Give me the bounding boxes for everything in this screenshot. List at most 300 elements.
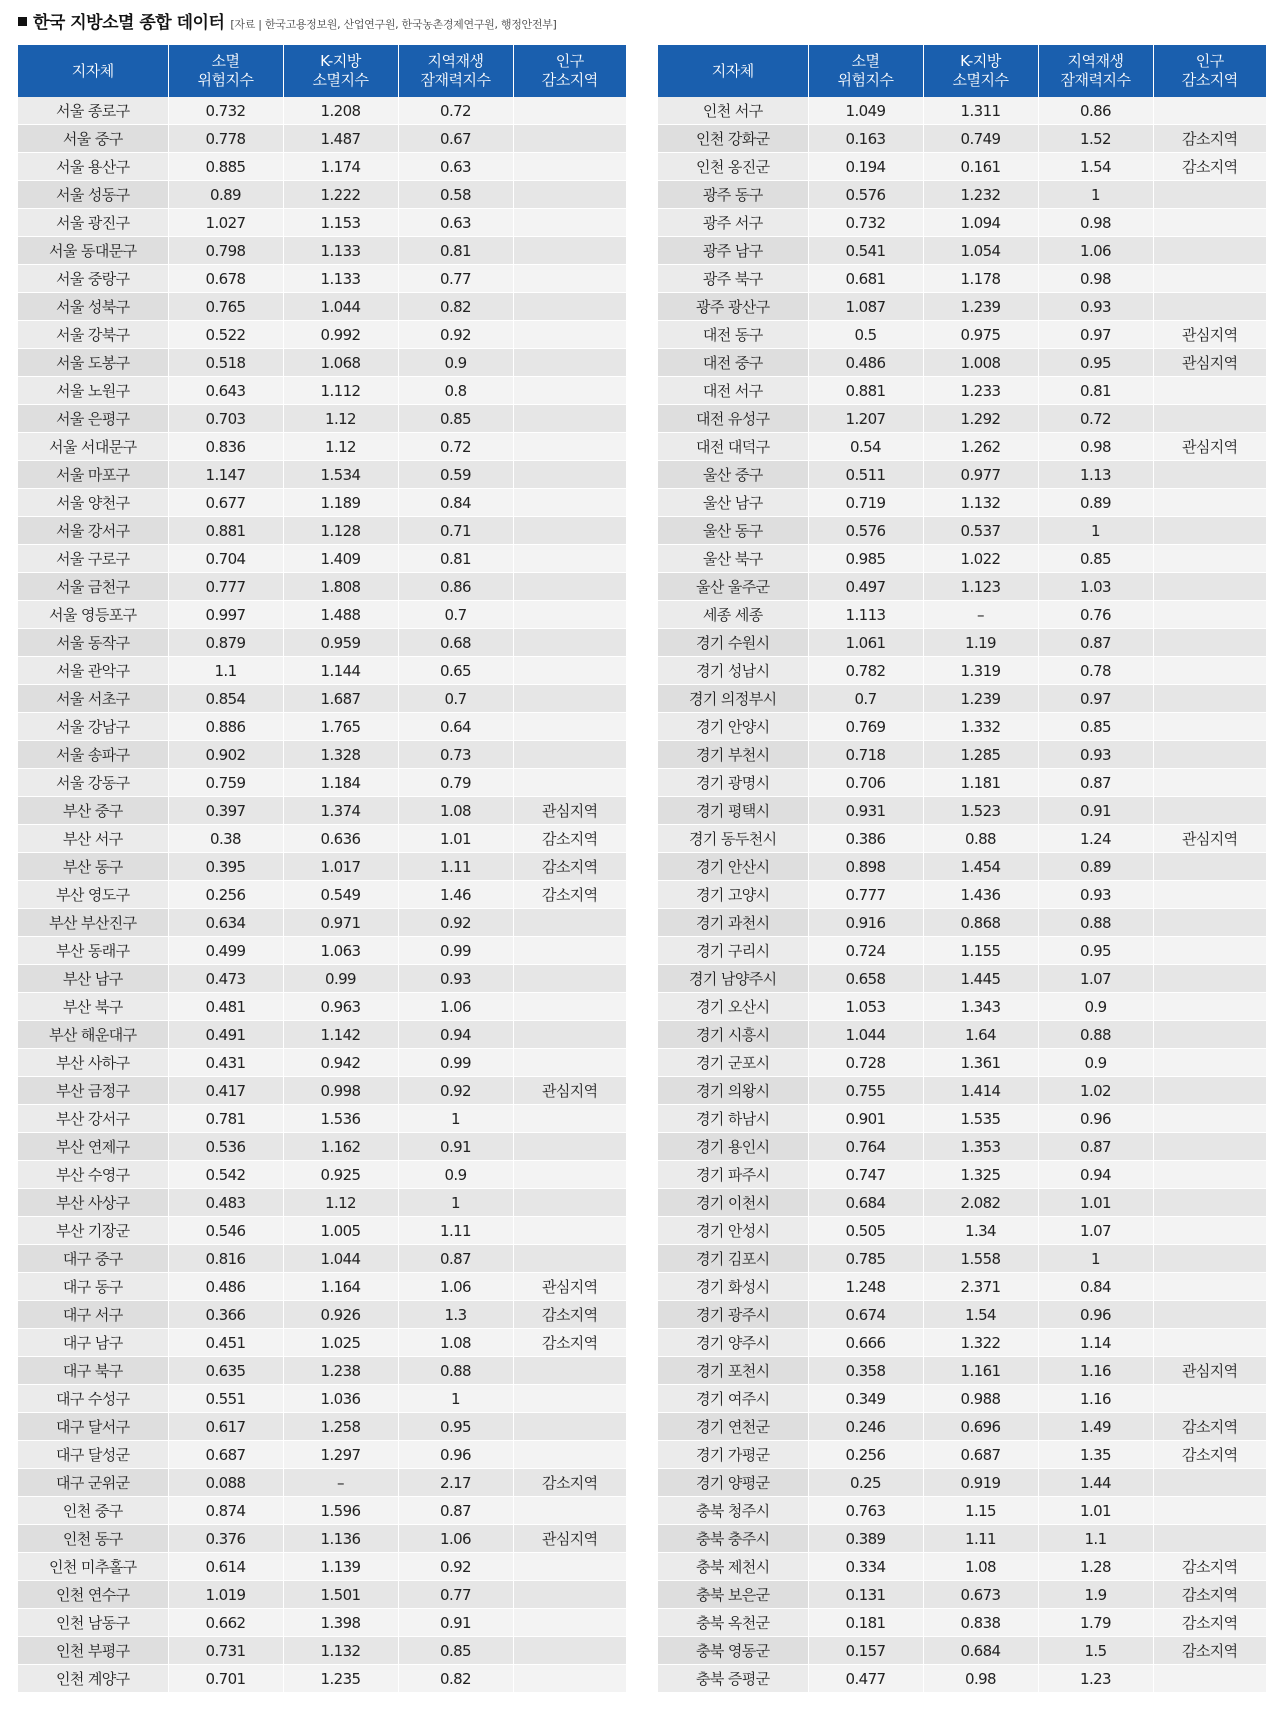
regeneration-cell: 0.91 [1038,797,1153,825]
region-name-cell: 부산 연제구 [18,1133,168,1161]
region-name-cell: 부산 남구 [18,965,168,993]
regeneration-cell: 0.76 [1038,601,1153,629]
population-decline-cell [1153,797,1266,825]
population-decline-cell [513,601,626,629]
population-decline-cell [1153,1133,1266,1161]
population-decline-cell [513,909,626,937]
regeneration-cell: 0.86 [1038,97,1153,125]
k-extinction-cell: 0.942 [283,1049,398,1077]
k-extinction-cell: 1.292 [923,405,1038,433]
table-row [658,797,1266,825]
extinction-risk-cell: 0.658 [808,965,923,993]
k-extinction-cell: 1.005 [283,1217,398,1245]
regeneration-cell: 1.24 [1038,825,1153,853]
regeneration-cell: 0.88 [398,1357,513,1385]
k-extinction-cell: 0.687 [923,1441,1038,1469]
population-decline-cell [513,461,626,489]
regeneration-cell: 1.01 [398,825,513,853]
column-header-extinction-risk: 소멸 위험지수 [168,45,283,97]
table-body-left [18,97,626,1693]
regeneration-cell: 0.88 [1038,909,1153,937]
extinction-risk-cell: 0.386 [808,825,923,853]
region-name-cell: 경기 과천시 [658,909,808,937]
table-row [658,1665,1266,1693]
extinction-risk-cell: 0.885 [168,153,283,181]
region-name-cell: 대전 중구 [658,349,808,377]
table-row [658,1189,1266,1217]
regeneration-cell: 1.44 [1038,1469,1153,1497]
table-row [18,181,626,209]
regeneration-cell: 1.03 [1038,573,1153,601]
table-header-row [658,45,1266,97]
table-row [18,1245,626,1273]
table-row [18,1469,626,1497]
table-row [18,97,626,125]
population-decline-cell: 관심지역 [1153,1357,1266,1385]
population-decline-cell [1153,909,1266,937]
table-row [18,1049,626,1077]
region-name-cell: 서울 강동구 [18,769,168,797]
population-decline-cell [513,1133,626,1161]
region-name-cell: 경기 연천군 [658,1413,808,1441]
extinction-risk-cell: 0.782 [808,657,923,685]
regeneration-cell: 1.08 [398,797,513,825]
k-extinction-cell: 0.998 [283,1077,398,1105]
population-decline-cell [513,993,626,1021]
extinction-risk-cell: 0.366 [168,1301,283,1329]
k-extinction-cell: 1.311 [923,97,1038,125]
k-extinction-cell: 0.975 [923,321,1038,349]
region-name-cell: 대전 동구 [658,321,808,349]
regeneration-cell: 0.87 [1038,629,1153,657]
population-decline-cell [1153,657,1266,685]
region-name-cell: 경기 오산시 [658,993,808,1021]
regeneration-cell: 0.85 [398,1637,513,1665]
k-extinction-cell: 1.189 [283,489,398,517]
extinction-risk-cell: 0.546 [168,1217,283,1245]
region-name-cell: 대구 중구 [18,1245,168,1273]
region-name-cell: 울산 남구 [658,489,808,517]
table-row [658,1581,1266,1609]
regeneration-cell: 0.59 [398,461,513,489]
table-row [658,461,1266,489]
k-extinction-cell: 1.328 [283,741,398,769]
regeneration-cell: 0.87 [1038,1133,1153,1161]
region-name-cell: 서울 중구 [18,125,168,153]
region-name-cell: 경기 부천시 [658,741,808,769]
table-row [18,433,626,461]
table-row [18,1329,626,1357]
region-name-cell: 부산 수영구 [18,1161,168,1189]
region-name-cell: 울산 울주군 [658,573,808,601]
column-header-extinction-risk: 소멸 위험지수 [808,45,923,97]
regeneration-cell: 1.54 [1038,153,1153,181]
extinction-risk-cell: 0.499 [168,937,283,965]
source-note: [자료 | 한국고용정보원, 산업연구원, 한국농촌경제연구원, 행정안전부] [230,18,557,31]
population-decline-cell [513,209,626,237]
region-name-cell: 경기 하남시 [658,1105,808,1133]
region-name-cell: 경기 화성시 [658,1273,808,1301]
region-name-cell: 인천 미추홀구 [18,1553,168,1581]
regeneration-cell: 0.81 [398,237,513,265]
k-extinction-cell: 1.133 [283,265,398,293]
regeneration-cell: 0.92 [398,321,513,349]
table-row [658,209,1266,237]
extinction-risk-cell: 0.777 [168,573,283,601]
regeneration-cell: 1.01 [1038,1189,1153,1217]
extinction-risk-cell: 1.207 [808,405,923,433]
extinction-risk-cell: 0.881 [808,377,923,405]
table-row [18,1385,626,1413]
region-name-cell: 대구 동구 [18,1273,168,1301]
region-name-cell: 대전 유성구 [658,405,808,433]
regeneration-cell: 1 [1038,517,1153,545]
k-extinction-cell: 1.535 [923,1105,1038,1133]
table-row [658,237,1266,265]
k-extinction-cell: 1.222 [283,181,398,209]
table-row [18,265,626,293]
region-name-cell: 울산 동구 [658,517,808,545]
region-name-cell: 서울 금천구 [18,573,168,601]
column-header-population-decline: 인구 감소지역 [1153,45,1266,97]
extinction-risk-cell: 0.5 [808,321,923,349]
k-extinction-cell: 1.454 [923,853,1038,881]
regeneration-cell: 0.72 [398,433,513,461]
table-row [658,1273,1266,1301]
regeneration-cell: 1 [1038,1245,1153,1273]
region-name-cell: 광주 남구 [658,237,808,265]
region-name-cell: 인천 서구 [658,97,808,125]
regeneration-cell: 1.28 [1038,1553,1153,1581]
region-name-cell: 인천 계양구 [18,1665,168,1693]
extinction-risk-cell: 0.131 [808,1581,923,1609]
region-name-cell: 경기 김포시 [658,1245,808,1273]
regeneration-cell: 0.78 [1038,657,1153,685]
regeneration-cell: 0.72 [1038,405,1153,433]
population-decline-cell [1153,517,1266,545]
regeneration-cell: 0.9 [398,349,513,377]
k-extinction-cell: 0.684 [923,1637,1038,1665]
table-row [18,321,626,349]
region-name-cell: 경기 남양주시 [658,965,808,993]
k-extinction-cell: 0.971 [283,909,398,937]
extinction-risk-cell: 0.477 [808,1665,923,1693]
region-name-cell: 서울 용산구 [18,153,168,181]
regeneration-cell: 0.98 [1038,433,1153,461]
population-decline-cell [513,1441,626,1469]
region-name-cell: 부산 북구 [18,993,168,1021]
region-name-cell: 서울 도봉구 [18,349,168,377]
table-row [658,433,1266,461]
extinction-risk-cell: 0.985 [808,545,923,573]
population-decline-cell [513,489,626,517]
regeneration-cell: 0.93 [1038,741,1153,769]
region-name-cell: 경기 평택시 [658,797,808,825]
k-extinction-cell: 1.017 [283,853,398,881]
region-name-cell: 경기 양평군 [658,1469,808,1497]
region-name-cell: 충북 옥천군 [658,1609,808,1637]
region-name-cell: 서울 노원구 [18,377,168,405]
extinction-risk-cell: 0.662 [168,1609,283,1637]
extinction-risk-cell: 0.747 [808,1161,923,1189]
column-header-region: 지자체 [18,45,168,97]
k-extinction-cell: 1.133 [283,237,398,265]
regeneration-cell: 0.96 [1038,1301,1153,1329]
regeneration-cell: 0.9 [1038,1049,1153,1077]
region-name-cell: 경기 광명시 [658,769,808,797]
population-decline-cell [1153,181,1266,209]
population-decline-cell [1153,1329,1266,1357]
k-extinction-cell: 1.08 [923,1553,1038,1581]
region-name-cell: 인천 강화군 [658,125,808,153]
regeneration-cell: 0.89 [1038,489,1153,517]
population-decline-cell: 감소지역 [513,853,626,881]
table-row [658,1385,1266,1413]
extinction-risk-cell: 1.1 [168,657,283,685]
regeneration-cell: 1.79 [1038,1609,1153,1637]
table-row [658,1133,1266,1161]
regeneration-cell: 0.63 [398,153,513,181]
population-decline-cell [513,937,626,965]
table-row [658,489,1266,517]
regeneration-cell: 0.91 [398,1609,513,1637]
extinction-risk-cell: 0.703 [168,405,283,433]
k-extinction-cell: 0.88 [923,825,1038,853]
table-row [658,937,1266,965]
extinction-risk-cell: 0.486 [168,1273,283,1301]
table-row [658,965,1266,993]
regeneration-cell: 0.9 [398,1161,513,1189]
k-extinction-cell: 1.374 [283,797,398,825]
regeneration-cell: 0.81 [1038,377,1153,405]
table-row [658,321,1266,349]
k-extinction-cell: 1.285 [923,741,1038,769]
k-extinction-cell: 1.044 [283,293,398,321]
population-decline-cell: 감소지역 [513,1301,626,1329]
table-row [18,545,626,573]
region-name-cell: 서울 종로구 [18,97,168,125]
regeneration-cell: 0.65 [398,657,513,685]
k-extinction-cell: 0.537 [923,517,1038,545]
k-extinction-cell: 0.977 [923,461,1038,489]
region-name-cell: 대구 북구 [18,1357,168,1385]
regeneration-cell: 0.7 [398,685,513,713]
population-decline-cell [1153,1245,1266,1273]
population-decline-cell [1153,489,1266,517]
extinction-risk-cell: 0.674 [808,1301,923,1329]
extinction-risk-cell: 0.678 [168,265,283,293]
table-row [18,853,626,881]
table-row [18,1273,626,1301]
population-decline-cell: 감소지역 [513,881,626,909]
region-name-cell: 경기 양주시 [658,1329,808,1357]
k-extinction-cell: 2.082 [923,1189,1038,1217]
population-decline-cell [1153,965,1266,993]
regeneration-cell: 0.97 [1038,685,1153,713]
extinction-risk-cell: 0.997 [168,601,283,629]
k-extinction-cell: 0.161 [923,153,1038,181]
k-extinction-cell: 1.12 [283,1189,398,1217]
population-decline-cell [513,545,626,573]
population-decline-cell [1153,713,1266,741]
k-extinction-cell: 0.959 [283,629,398,657]
region-name-cell: 광주 광산구 [658,293,808,321]
k-extinction-cell: 1.353 [923,1133,1038,1161]
extinction-risk-cell: 0.25 [808,1469,923,1497]
population-decline-cell [1153,377,1266,405]
regeneration-cell: 0.79 [398,769,513,797]
table-row [18,1077,626,1105]
k-extinction-cell: 0.988 [923,1385,1038,1413]
table-row [18,937,626,965]
population-decline-cell [1153,881,1266,909]
k-extinction-cell: 1.239 [923,293,1038,321]
population-decline-cell [513,1637,626,1665]
table-row [658,265,1266,293]
region-name-cell: 경기 의정부시 [658,685,808,713]
region-name-cell: 충북 보은군 [658,1581,808,1609]
table-row [18,1413,626,1441]
k-extinction-cell: 1.123 [923,573,1038,601]
regeneration-cell: 1.16 [1038,1357,1153,1385]
population-decline-cell [513,181,626,209]
population-decline-cell: 관심지역 [513,1273,626,1301]
extinction-risk-cell: 0.902 [168,741,283,769]
extinction-risk-cell: 0.677 [168,489,283,517]
region-name-cell: 서울 서초구 [18,685,168,713]
extinction-risk-cell: 0.511 [808,461,923,489]
extinction-risk-cell: 1.113 [808,601,923,629]
table-row [658,405,1266,433]
extinction-risk-cell: 0.704 [168,545,283,573]
extinction-risk-cell: 0.38 [168,825,283,853]
regeneration-cell: 1.14 [1038,1329,1153,1357]
population-decline-cell [1153,1469,1266,1497]
population-decline-cell [513,1385,626,1413]
extinction-risk-cell: 0.769 [808,713,923,741]
regeneration-cell: 1.1 [1038,1525,1153,1553]
table-row [658,293,1266,321]
regeneration-cell: 1.07 [1038,1217,1153,1245]
k-extinction-cell: 1.501 [283,1581,398,1609]
column-header-population-decline: 인구 감소지역 [513,45,626,97]
extinction-risk-cell: 0.395 [168,853,283,881]
region-name-cell: 경기 동두천시 [658,825,808,853]
table-row [658,1245,1266,1273]
population-decline-cell [513,1413,626,1441]
regeneration-cell: 0.87 [398,1497,513,1525]
region-name-cell: 부산 금정구 [18,1077,168,1105]
population-decline-cell [1153,1301,1266,1329]
regeneration-cell: 0.98 [1038,209,1153,237]
table-row [658,993,1266,1021]
k-extinction-cell: 1.008 [923,349,1038,377]
table-row [658,517,1266,545]
regeneration-cell: 0.82 [398,293,513,321]
extinction-risk-cell: 0.163 [808,125,923,153]
population-decline-cell [513,1245,626,1273]
regeneration-cell: 1.35 [1038,1441,1153,1469]
k-extinction-cell: 1.15 [923,1497,1038,1525]
extinction-risk-cell: 0.522 [168,321,283,349]
extinction-risk-cell: 0.551 [168,1385,283,1413]
population-decline-cell [1153,853,1266,881]
k-extinction-cell: 0.749 [923,125,1038,153]
column-header-region: 지자체 [658,45,808,97]
extinction-risk-cell: 0.901 [808,1105,923,1133]
k-extinction-cell: 2.371 [923,1273,1038,1301]
table-row [18,993,626,1021]
table-row [18,601,626,629]
regeneration-cell: 0.95 [398,1413,513,1441]
extinction-risk-cell: 0.536 [168,1133,283,1161]
extinction-risk-cell: 0.541 [808,237,923,265]
region-name-cell: 대구 달서구 [18,1413,168,1441]
population-decline-cell [513,1189,626,1217]
table-row [18,153,626,181]
regeneration-cell: 1.52 [1038,125,1153,153]
region-name-cell: 부산 부산진구 [18,909,168,937]
k-extinction-cell: 0.99 [283,965,398,993]
population-decline-cell [513,573,626,601]
k-extinction-cell: 1.596 [283,1497,398,1525]
region-name-cell: 경기 가평군 [658,1441,808,1469]
regeneration-cell: 0.8 [398,377,513,405]
k-extinction-cell: 1.398 [283,1609,398,1637]
region-name-cell: 서울 중랑구 [18,265,168,293]
k-extinction-cell: 1.34 [923,1217,1038,1245]
k-extinction-cell: 1.153 [283,209,398,237]
regeneration-cell: 0.95 [1038,937,1153,965]
region-name-cell: 인천 부평구 [18,1637,168,1665]
extinction-risk-cell: 0.684 [808,1189,923,1217]
population-decline-cell [1153,741,1266,769]
table-row [18,1525,626,1553]
regeneration-cell: 0.84 [1038,1273,1153,1301]
k-extinction-cell: 1.487 [283,125,398,153]
regeneration-cell: 1.49 [1038,1413,1153,1441]
regeneration-cell: 1.3 [398,1301,513,1329]
regeneration-cell: 0.99 [398,937,513,965]
regeneration-cell: 1.11 [398,853,513,881]
table-row [18,741,626,769]
table-row [658,1609,1266,1637]
extinction-risk-cell: 0.397 [168,797,283,825]
population-decline-cell [1153,993,1266,1021]
population-decline-cell: 감소지역 [1153,1609,1266,1637]
extinction-risk-cell: 0.497 [808,573,923,601]
regeneration-cell: 0.71 [398,517,513,545]
regeneration-cell: 0.95 [1038,349,1153,377]
population-decline-cell: 감소지역 [1153,1553,1266,1581]
regeneration-cell: 0.96 [398,1441,513,1469]
extinction-risk-cell: 0.349 [808,1385,923,1413]
extinction-risk-cell: 0.898 [808,853,923,881]
regeneration-cell: 2.17 [398,1469,513,1497]
region-name-cell: 경기 용인시 [658,1133,808,1161]
region-name-cell: 부산 동래구 [18,937,168,965]
population-decline-cell: 관심지역 [513,1525,626,1553]
extinction-risk-cell: 0.764 [808,1133,923,1161]
k-extinction-cell: 1.044 [283,1245,398,1273]
population-decline-cell [513,1497,626,1525]
regeneration-cell: 0.97 [1038,321,1153,349]
extinction-risk-cell: 0.481 [168,993,283,1021]
extinction-risk-cell: 0.256 [808,1441,923,1469]
regeneration-cell: 0.87 [1038,769,1153,797]
population-decline-cell [513,293,626,321]
k-extinction-cell: 1.239 [923,685,1038,713]
